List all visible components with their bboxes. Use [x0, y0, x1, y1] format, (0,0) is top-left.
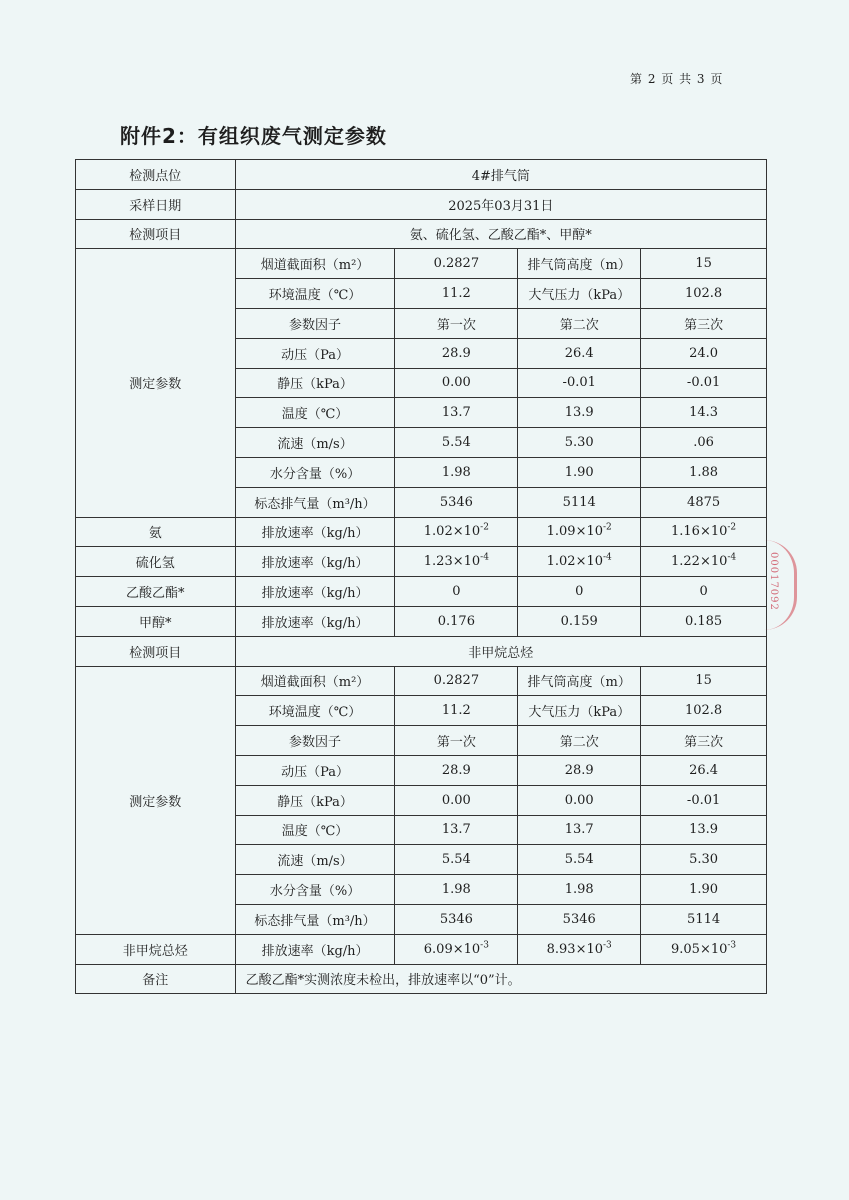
param-value: 5346 [395, 487, 518, 517]
rate-mantissa: 0.176 [437, 613, 475, 629]
rate-exponent: -2 [480, 523, 489, 534]
param-value: 1.90 [518, 457, 641, 487]
factor-label: 参数因子 [235, 308, 395, 338]
param-value: 13.7 [395, 398, 518, 428]
items-label: 检测项目 [76, 219, 236, 249]
param-label: 标态排气量（m³/h） [235, 487, 395, 517]
rate-value-cell [641, 517, 767, 547]
param-value: 28.9 [395, 338, 518, 368]
remark-label: 备注 [76, 964, 236, 994]
stamp-seal-text: 00017092 [768, 552, 779, 611]
param-value: 1.90 [641, 875, 767, 905]
rate-exponent: -4 [480, 552, 489, 563]
rate-label: 排放速率（kg/h） [235, 517, 395, 547]
param-label: 水分含量（%） [235, 457, 395, 487]
param-value: 13.7 [518, 815, 641, 845]
run-label: 第一次 [395, 726, 518, 756]
rate-value-cell [641, 934, 767, 964]
param-value: 28.9 [518, 755, 641, 785]
height-label: 排气筒高度（m） [518, 249, 641, 279]
rate-exponent: -3 [603, 940, 612, 951]
param-value: 28.9 [395, 755, 518, 785]
rate-exponent: -3 [480, 940, 489, 951]
param-value: 1.98 [518, 875, 641, 905]
env-temp-label: 环境温度（℃） [235, 279, 395, 309]
param-value: 1.98 [395, 875, 518, 905]
param-value: 0.00 [395, 785, 518, 815]
rate-label: 排放速率（kg/h） [235, 547, 395, 577]
rate-value-cell [518, 934, 641, 964]
page-title: 附件2：有组织废气测定参数 [120, 124, 387, 148]
param-value: 26.4 [641, 755, 767, 785]
rate-exponent: -4 [727, 552, 737, 563]
factor-label: 参数因子 [235, 726, 395, 756]
table-row [76, 189, 767, 219]
param-value: 5.54 [518, 845, 641, 875]
pressure-label: 大气压力（kPa） [518, 696, 641, 726]
rate-label: 排放速率（kg/h） [235, 934, 395, 964]
rate-mantissa: 1.23×10 [423, 554, 481, 570]
param-value: 13.9 [518, 398, 641, 428]
run-label: 第三次 [641, 726, 767, 756]
area-label: 烟道截面积（m²） [235, 249, 395, 279]
rate-label: 排放速率（kg/h） [235, 577, 395, 607]
param-value: 24.0 [641, 338, 767, 368]
rate-exponent: -3 [727, 940, 737, 951]
table-row [76, 934, 767, 964]
param-label: 动压（Pa） [235, 755, 395, 785]
pressure-label: 大气压力（kPa） [518, 279, 641, 309]
rate-mantissa: 1.02×10 [423, 524, 481, 540]
rate-mantissa: 0.159 [560, 613, 598, 629]
items-label: 检测项目 [76, 636, 236, 666]
pressure-value: 102.8 [641, 696, 767, 726]
rate-mantissa: 6.09×10 [423, 941, 481, 957]
area-value: 0.2827 [395, 249, 518, 279]
param-value: 1.98 [395, 457, 518, 487]
pollutant-name: 甲醇* [76, 606, 236, 636]
rate-value-cell [395, 547, 518, 577]
rate-value-cell [518, 577, 641, 607]
param-value: -0.01 [641, 785, 767, 815]
rate-mantissa: 1.09×10 [546, 524, 604, 540]
rate-mantissa: 0 [575, 584, 584, 600]
param-value: 5114 [641, 904, 767, 934]
table-row [76, 547, 767, 577]
param-value: .06 [641, 428, 767, 458]
param-label: 温度（℃） [235, 815, 395, 845]
rate-value-cell [395, 934, 518, 964]
param-value: -0.01 [518, 368, 641, 398]
items-value: 非甲烷总烃 [235, 636, 766, 666]
params-label: 测定参数 [76, 249, 236, 517]
table-row [76, 636, 767, 666]
param-label: 温度（℃） [235, 398, 395, 428]
rate-mantissa: 9.05×10 [671, 941, 728, 957]
rate-mantissa: 8.93×10 [546, 941, 604, 957]
pressure-value: 102.8 [641, 279, 767, 309]
param-value: 5.54 [395, 845, 518, 875]
rate-value-cell [395, 517, 518, 547]
rate-exponent: -2 [727, 523, 737, 534]
rate-value-cell [641, 606, 767, 636]
param-label: 流速（m/s） [235, 845, 395, 875]
param-value: 5114 [518, 487, 641, 517]
table-row [76, 666, 767, 696]
param-value: 13.9 [641, 815, 767, 845]
run-label: 第二次 [518, 726, 641, 756]
pollutant-name: 非甲烷总烃 [76, 934, 236, 964]
rate-mantissa: 1.16×10 [671, 524, 728, 540]
param-value: 5.30 [641, 845, 767, 875]
param-label: 静压（kPa） [235, 785, 395, 815]
page-number: 第 2 页 共 3 页 [630, 72, 724, 86]
height-label: 排气筒高度（m） [518, 666, 641, 696]
point-label: 检测点位 [76, 160, 236, 190]
param-value: 5346 [395, 904, 518, 934]
param-value: 0.00 [518, 785, 641, 815]
rate-mantissa: 0.185 [684, 613, 723, 629]
run-label: 第二次 [518, 308, 641, 338]
table-row [76, 964, 767, 994]
rate-mantissa: 0 [452, 584, 461, 600]
date-label: 采样日期 [76, 189, 236, 219]
table-row [76, 606, 767, 636]
param-label: 静压（kPa） [235, 368, 395, 398]
rate-mantissa: 0 [699, 584, 708, 600]
rate-mantissa: 1.22×10 [671, 554, 728, 570]
rate-exponent: -2 [603, 523, 612, 534]
table-row [76, 517, 767, 547]
param-value: 1.88 [641, 457, 767, 487]
param-value: 0.00 [395, 368, 518, 398]
rate-value-cell [395, 606, 518, 636]
param-value: 13.7 [395, 815, 518, 845]
rate-value-cell [641, 547, 767, 577]
area-label: 烟道截面积（m²） [235, 666, 395, 696]
run-label: 第三次 [641, 308, 767, 338]
table-row [76, 160, 767, 190]
rate-value-cell [395, 577, 518, 607]
height-value: 15 [641, 249, 767, 279]
param-label: 流速（m/s） [235, 428, 395, 458]
param-value: 5.30 [518, 428, 641, 458]
point-value: 4#排气筒 [235, 160, 766, 190]
height-value: 15 [641, 666, 767, 696]
table-row [76, 249, 767, 279]
table-row [76, 577, 767, 607]
param-value: 4875 [641, 487, 767, 517]
remark-value: 乙酸乙酯*实测浓度未检出，排放速率以“0”计。 [235, 964, 766, 994]
run-label: 第一次 [395, 308, 518, 338]
rate-value-cell [518, 547, 641, 577]
param-label: 水分含量（%） [235, 875, 395, 905]
pollutant-name: 硫化氢 [76, 547, 236, 577]
params-label: 测定参数 [76, 666, 236, 934]
env-temp-value: 11.2 [395, 279, 518, 309]
area-value: 0.2827 [395, 666, 518, 696]
param-value: 26.4 [518, 338, 641, 368]
param-label: 标态排气量（m³/h） [235, 904, 395, 934]
rate-exponent: -4 [603, 552, 612, 563]
rate-value-cell [518, 606, 641, 636]
param-label: 动压（Pa） [235, 338, 395, 368]
rate-mantissa: 1.02×10 [546, 554, 604, 570]
param-value: 5346 [518, 904, 641, 934]
rate-value-cell [641, 577, 767, 607]
env-temp-value: 11.2 [395, 696, 518, 726]
items-value: 氨、硫化氢、乙酸乙酯*、甲醇* [235, 219, 766, 249]
env-temp-label: 环境温度（℃） [235, 696, 395, 726]
rate-value-cell [518, 517, 641, 547]
param-value: 5.54 [395, 428, 518, 458]
measurement-table [75, 159, 767, 994]
param-value: -0.01 [641, 368, 767, 398]
pollutant-name: 乙酸乙酯* [76, 577, 236, 607]
param-value: 14.3 [641, 398, 767, 428]
table-row [76, 219, 767, 249]
pollutant-name: 氨 [76, 517, 236, 547]
rate-label: 排放速率（kg/h） [235, 606, 395, 636]
date-value: 2025年03月31日 [235, 189, 766, 219]
